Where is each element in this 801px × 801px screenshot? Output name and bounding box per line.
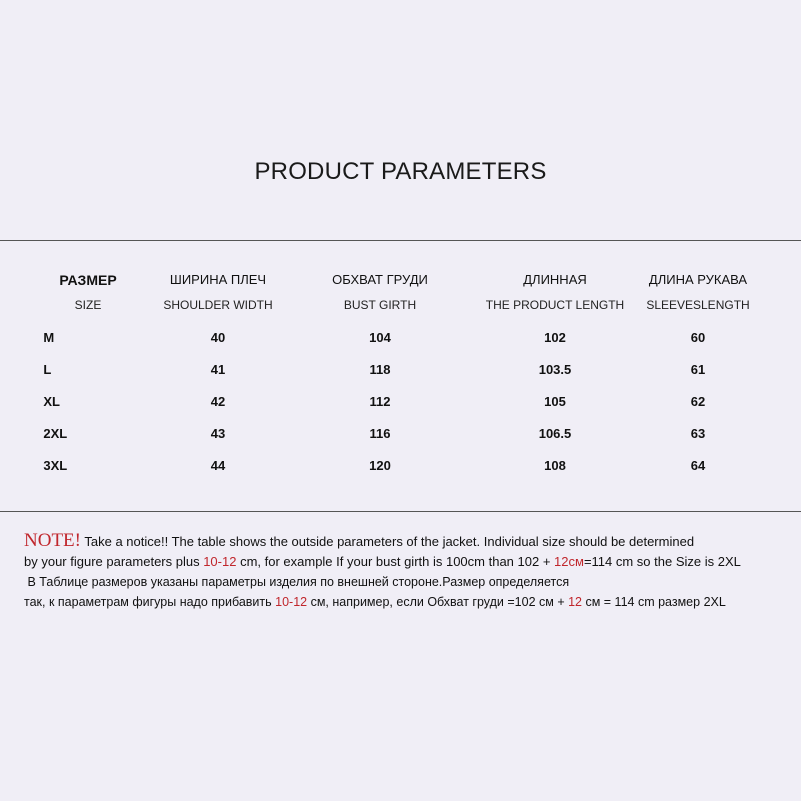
table-cell: 106.5: [538, 426, 572, 441]
column-header-ru: ДЛИНА РУКАВА: [648, 272, 748, 287]
note-highlight: 12см: [554, 554, 584, 569]
note-text: см, например, если Обхват груди =102 см +: [307, 595, 569, 609]
size-cell: 3XL: [43, 458, 68, 473]
note-text: by your figure parameters plus: [24, 554, 204, 569]
column-header-ru: ОБХВАТ ГРУДИ: [332, 272, 428, 287]
note-text: В Таблице размеров указаны параметры изделия по внешней стороне.Размер определяется: [27, 575, 570, 589]
table-cell: 60: [690, 330, 706, 345]
column-header-ru: РАЗМЕР: [59, 272, 117, 288]
bust-girth-column: [332, 270, 428, 487]
note-highlight: 10-12: [203, 554, 237, 569]
table-cell: 40: [210, 330, 226, 345]
note-text: Take a notice!! The table shows the outside parameters of the jacket. Individual size should be determined: [84, 534, 695, 549]
note-line-3: [24, 572, 794, 592]
shoulder-width-column: [163, 270, 272, 487]
table-cell: 43: [210, 426, 226, 441]
note-label: NOTE!: [24, 530, 81, 551]
table-cell: 112: [369, 394, 391, 409]
note-text: так, к параметрам фигуры надо прибавить: [24, 595, 276, 609]
table-cell: 61: [690, 362, 706, 377]
table-cell: 108: [544, 458, 566, 473]
note-text: cm, for example If your bust girth is 100cm than 102 +: [236, 554, 555, 569]
table-cell: 42: [210, 394, 226, 409]
size-cell: 2XL: [43, 426, 68, 441]
size-cell: XL: [43, 394, 60, 409]
note-line-4: [24, 592, 794, 612]
note-text: см = 114 cm размер 2XL: [582, 595, 726, 609]
bottom-divider: [0, 511, 801, 512]
column-header-ru: ДЛИННАЯ: [523, 272, 587, 287]
table-cell: 120: [369, 458, 391, 473]
table-cell: 116: [369, 426, 391, 441]
sleeve-length-column: [646, 270, 749, 487]
table-cell: 105: [544, 394, 566, 409]
column-header-en: SIZE: [74, 298, 102, 312]
note-line-2: [24, 552, 794, 572]
column-header-ru: ШИРИНА ПЛЕЧ: [169, 272, 267, 287]
size-note: [24, 531, 794, 612]
column-header-en: SHOULDER WIDTH: [163, 298, 273, 312]
note-text: =114 cm so the Size is 2XL: [583, 554, 741, 569]
table-cell: 103.5: [538, 362, 572, 377]
note-highlight: 10-12: [275, 595, 308, 609]
column-header-en: BUST GIRTH: [343, 298, 417, 312]
top-divider: [0, 240, 801, 241]
table-cell: 102: [544, 330, 566, 345]
note-line-1: [24, 531, 794, 552]
table-cell: 41: [210, 362, 226, 377]
size-cell: L: [43, 362, 52, 377]
size-column: [43, 270, 117, 487]
table-cell: 118: [369, 362, 391, 377]
table-cell: 44: [210, 458, 226, 473]
table-cell: 104: [369, 330, 391, 345]
column-header-en: THE PRODUCT LENGTH: [485, 298, 625, 312]
table-cell: 64: [690, 458, 706, 473]
product-length-column: [486, 270, 624, 487]
table-cell: 63: [690, 426, 706, 441]
note-highlight: 12: [568, 595, 582, 609]
page-title: PRODUCT PARAMETERS: [254, 158, 547, 185]
table-cell: 62: [690, 394, 706, 409]
column-header-en: SLEEVESLENGTH: [646, 298, 750, 312]
size-cell: M: [43, 330, 55, 345]
